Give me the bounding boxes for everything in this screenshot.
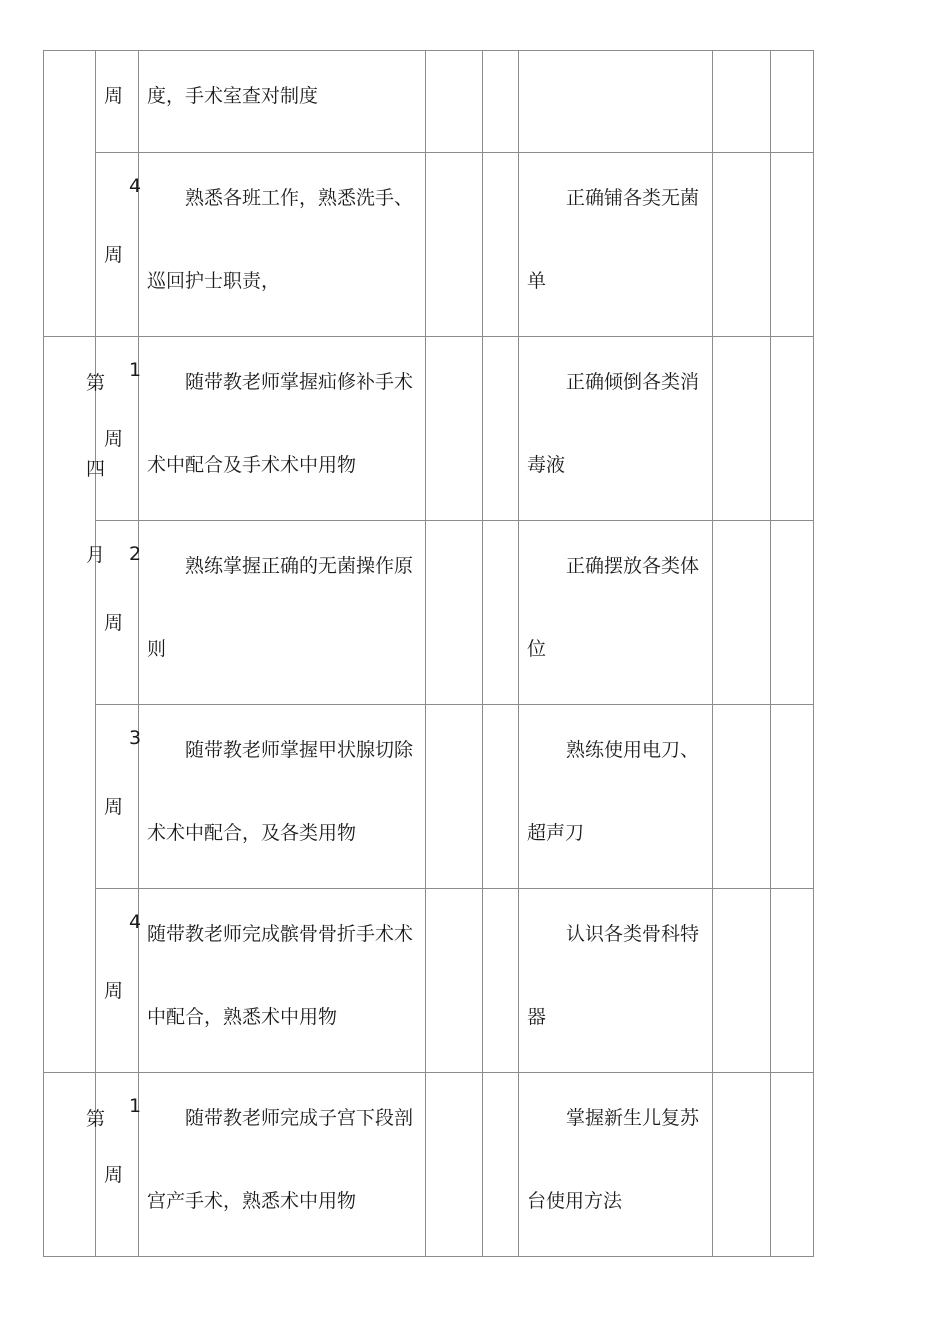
month-label-char: 月	[86, 544, 106, 566]
task-text: 随带教老师完成子宫下段剖	[185, 1107, 414, 1129]
row-divider	[95, 520, 814, 521]
skill-text: 超声刀	[527, 822, 585, 844]
column-divider	[138, 50, 139, 1257]
skill-text: 认识各类骨科特	[566, 923, 700, 945]
column-divider	[712, 50, 713, 1257]
row-divider	[43, 1072, 814, 1073]
task-text: 熟练掌握正确的无菌操作原	[185, 555, 414, 577]
task-text: 宫产手术，熟悉术中用物	[147, 1190, 357, 1212]
skill-text: 正确铺各类无菌	[566, 187, 700, 209]
task-text: 随带教老师完成髌骨骨折手术术	[147, 923, 414, 945]
week-label: 周	[104, 1164, 124, 1186]
row-divider	[43, 50, 814, 51]
skill-text: 正确摆放各类体	[566, 555, 700, 577]
task-text: 巡回护士职责，	[147, 270, 281, 292]
column-divider	[518, 50, 519, 1257]
week-number: 3	[129, 727, 142, 749]
task-text: 随带教老师掌握甲状腺切除	[185, 739, 414, 761]
task-text: 术中配合及手术术中用物	[147, 454, 357, 476]
month-label-char: 第	[86, 372, 106, 394]
task-text: 度，手术室查对制度	[147, 85, 319, 107]
skill-text: 熟练使用电刀、	[566, 739, 700, 761]
skill-text: 正确倾倒各类消	[566, 371, 700, 393]
column-divider	[95, 50, 96, 1257]
skill-text: 台使用方法	[527, 1190, 623, 1212]
task-text: 术术中配合，及各类用物	[147, 822, 357, 844]
skill-text: 毒液	[527, 454, 566, 476]
week-number: 4	[129, 911, 142, 933]
week-number: 1	[129, 1095, 142, 1117]
task-text: 熟悉各班工作，熟悉洗手、	[185, 187, 414, 209]
skill-text: 位	[527, 638, 547, 660]
column-divider	[813, 50, 814, 1257]
task-text: 随带教老师掌握疝修补手术	[185, 371, 414, 393]
week-label: 周	[104, 85, 124, 107]
week-number: 4	[129, 175, 142, 197]
skill-text: 掌握新生儿复苏	[566, 1107, 700, 1129]
week-label: 周	[104, 612, 124, 634]
row-divider	[43, 1256, 814, 1257]
row-divider	[95, 888, 814, 889]
week-label: 周	[104, 980, 124, 1002]
skill-text: 单	[527, 270, 547, 292]
column-divider	[482, 50, 483, 1257]
task-text: 中配合，熟悉术中用物	[147, 1006, 338, 1028]
week-label: 周	[104, 796, 124, 818]
week-label: 周	[104, 428, 124, 450]
column-divider	[770, 50, 771, 1257]
week-number: 2	[129, 543, 142, 565]
week-label: 周	[104, 244, 124, 266]
row-divider	[95, 152, 814, 153]
row-divider	[43, 336, 814, 337]
task-text: 则	[147, 638, 167, 660]
skill-text: 器	[527, 1006, 547, 1028]
week-number: 1	[129, 359, 142, 381]
month-label-char: 第	[86, 1108, 106, 1130]
month-label-char: 四	[86, 458, 106, 480]
row-divider	[95, 704, 814, 705]
column-divider	[425, 50, 426, 1257]
column-divider	[43, 50, 44, 1257]
